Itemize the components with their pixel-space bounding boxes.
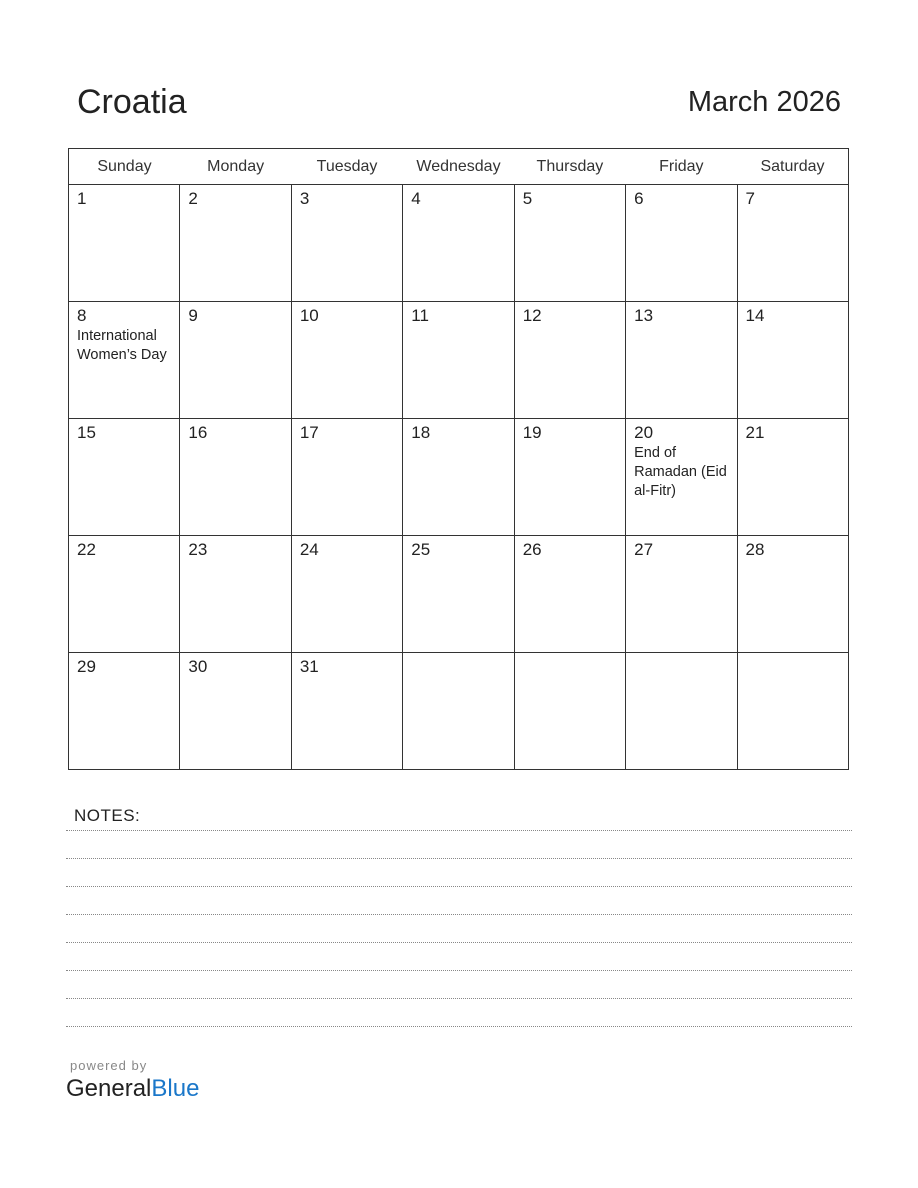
day-cell bbox=[180, 536, 291, 653]
day-cell bbox=[626, 536, 737, 653]
day-number: 23 bbox=[188, 540, 208, 559]
day-cell bbox=[403, 185, 514, 302]
calendar-week-row bbox=[69, 302, 849, 419]
calendar-month-title: March 2026 bbox=[687, 86, 841, 118]
day-number: 30 bbox=[188, 657, 208, 676]
day-cell bbox=[180, 302, 291, 419]
day-cell bbox=[626, 185, 737, 302]
day-cell bbox=[626, 302, 737, 419]
day-cell bbox=[626, 419, 737, 536]
day-cell bbox=[69, 185, 180, 302]
powered-by-label: powered by bbox=[70, 1058, 148, 1073]
day-number: 20 bbox=[634, 423, 654, 442]
day-cell bbox=[180, 419, 291, 536]
note-line bbox=[66, 1026, 852, 1027]
holiday-label: End of Ramadan (Eid al-Fitr) bbox=[634, 445, 727, 499]
weekday-header: Monday bbox=[180, 149, 291, 185]
empty-day-cell bbox=[626, 653, 737, 770]
day-cell bbox=[514, 185, 625, 302]
weekday-header: Tuesday bbox=[291, 149, 402, 185]
day-number: 17 bbox=[299, 423, 319, 442]
day-cell bbox=[69, 653, 180, 770]
day-cell bbox=[403, 302, 514, 419]
weekday-header-row bbox=[69, 149, 849, 185]
empty-day-cell bbox=[737, 653, 848, 770]
day-cell bbox=[180, 185, 291, 302]
day-number: 28 bbox=[745, 540, 765, 559]
day-number: 12 bbox=[522, 306, 542, 325]
weekday-header: Saturday bbox=[737, 149, 848, 185]
day-number: 22 bbox=[77, 540, 96, 559]
day-cell bbox=[69, 302, 180, 419]
brand-name-part2: Blue bbox=[151, 1075, 200, 1102]
day-number: 27 bbox=[634, 540, 654, 559]
day-number: 31 bbox=[299, 657, 319, 676]
note-line bbox=[66, 970, 852, 971]
day-number: 5 bbox=[522, 189, 533, 208]
day-number: 9 bbox=[188, 306, 198, 325]
day-number: 14 bbox=[745, 306, 765, 325]
note-line bbox=[66, 914, 852, 915]
day-number: 19 bbox=[522, 423, 542, 442]
day-number: 13 bbox=[634, 306, 654, 325]
day-number bbox=[738, 653, 848, 657]
day-cell bbox=[514, 302, 625, 419]
day-cell bbox=[737, 536, 848, 653]
day-number bbox=[403, 653, 513, 657]
day-cell bbox=[737, 419, 848, 536]
notes-label: NOTES: bbox=[74, 806, 141, 825]
note-line bbox=[66, 886, 852, 887]
day-cell bbox=[403, 536, 514, 653]
empty-day-cell bbox=[514, 653, 625, 770]
day-number: 25 bbox=[411, 540, 431, 559]
day-number: 4 bbox=[411, 189, 421, 208]
day-cell bbox=[69, 536, 180, 653]
brand-name-part1: General bbox=[66, 1075, 152, 1102]
day-number: 26 bbox=[522, 540, 542, 559]
day-number: 3 bbox=[299, 189, 310, 208]
note-line bbox=[66, 998, 852, 999]
day-number: 15 bbox=[77, 423, 96, 442]
day-number: 16 bbox=[188, 423, 208, 442]
day-number: 29 bbox=[77, 657, 96, 676]
day-cell bbox=[180, 653, 291, 770]
holiday-label: International Women’s Day bbox=[77, 328, 167, 363]
day-cell bbox=[69, 419, 180, 536]
calendar-week-row bbox=[69, 419, 849, 536]
empty-day-cell bbox=[403, 653, 514, 770]
calendar-week-row bbox=[69, 185, 849, 302]
day-cell bbox=[737, 185, 848, 302]
note-line bbox=[66, 942, 852, 943]
day-number: 10 bbox=[299, 306, 319, 325]
weekday-header: Wednesday bbox=[403, 149, 514, 185]
day-number: 21 bbox=[745, 423, 765, 442]
calendar-week-row bbox=[69, 653, 849, 770]
day-cell bbox=[291, 302, 402, 419]
day-number: 1 bbox=[77, 189, 87, 208]
month-calendar-grid bbox=[68, 148, 849, 770]
day-number bbox=[515, 653, 625, 657]
day-number: 18 bbox=[411, 423, 431, 442]
weekday-header: Friday bbox=[626, 149, 737, 185]
calendar-week-row bbox=[69, 536, 849, 653]
note-line bbox=[66, 858, 852, 859]
calendar-weeks bbox=[69, 185, 849, 770]
weekday-header: Thursday bbox=[514, 149, 625, 185]
note-line bbox=[66, 830, 852, 831]
day-cell bbox=[403, 419, 514, 536]
calendar-country-title: Croatia bbox=[77, 83, 187, 121]
day-cell bbox=[291, 653, 402, 770]
day-number: 2 bbox=[188, 189, 198, 208]
day-number: 24 bbox=[299, 540, 319, 559]
generalblue-logo[interactable] bbox=[66, 1074, 199, 1104]
day-number bbox=[626, 653, 736, 657]
weekday-header: Sunday bbox=[69, 149, 180, 185]
day-cell bbox=[514, 419, 625, 536]
day-cell bbox=[291, 419, 402, 536]
day-cell bbox=[514, 536, 625, 653]
day-number: 11 bbox=[411, 306, 429, 325]
day-number: 6 bbox=[634, 189, 644, 208]
day-number: 8 bbox=[77, 306, 87, 325]
day-cell bbox=[291, 536, 402, 653]
day-cell bbox=[291, 185, 402, 302]
day-cell bbox=[737, 302, 848, 419]
day-number: 7 bbox=[745, 189, 755, 208]
